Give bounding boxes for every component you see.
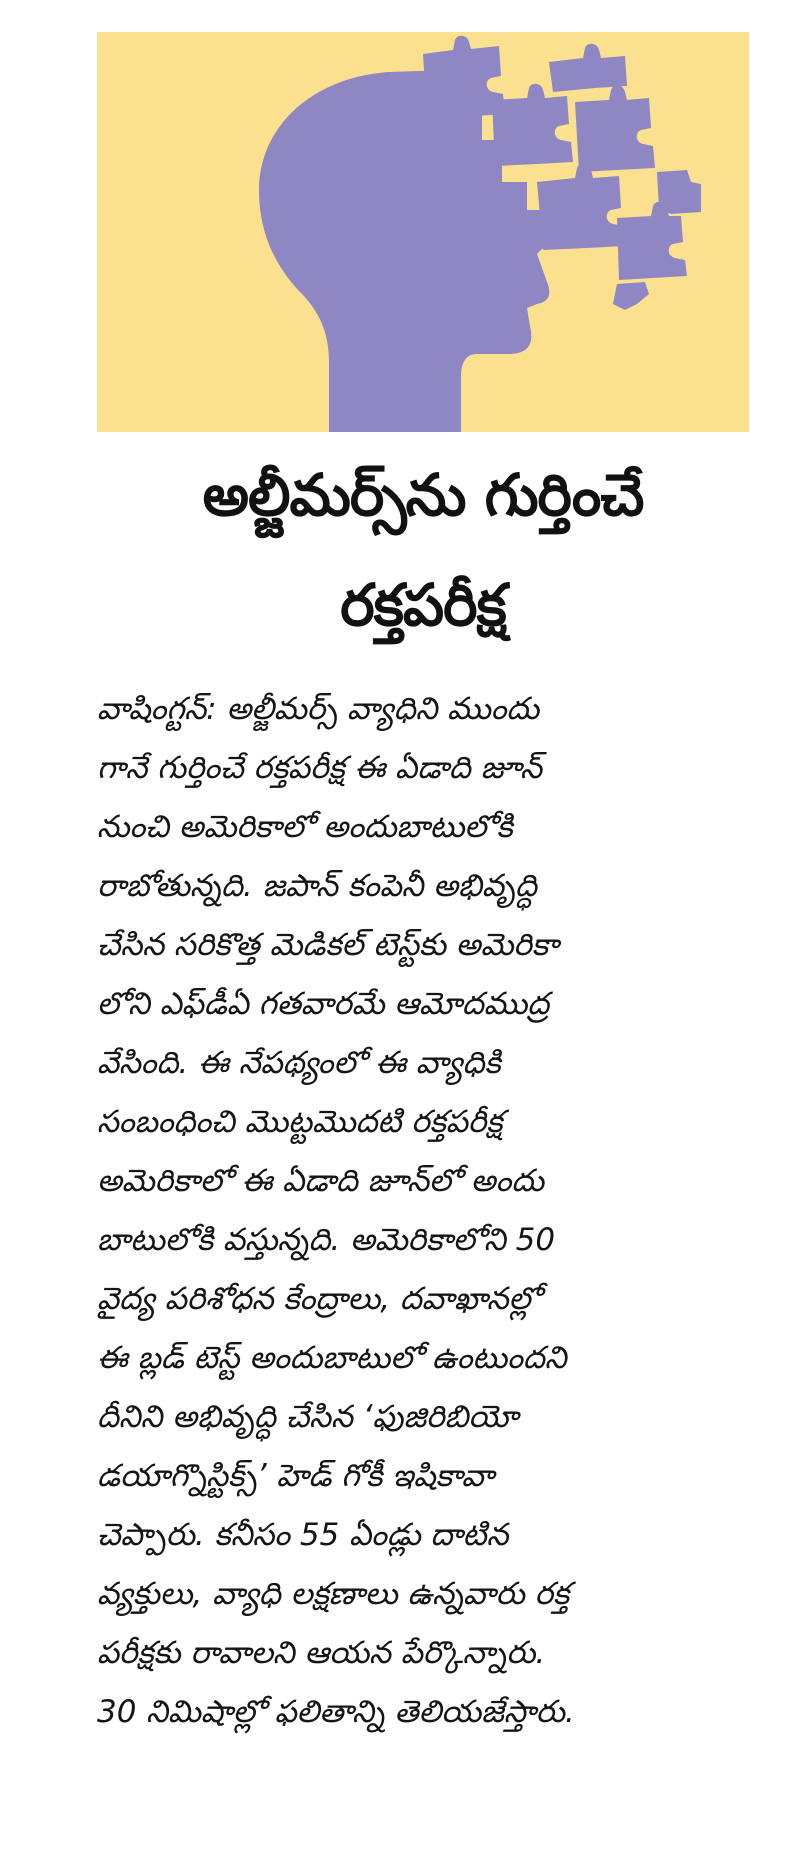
body-line: బాటులోకి వస్తున్నది. అమెరికాలోని 50 — [97, 1222, 556, 1258]
body-line: అమెరికాలో ఈ ఏడాది జూన్‌లో అందు — [97, 1163, 544, 1199]
body-line: చెప్పారు. కనీసం 55 ఏండ్లు దాటిన — [97, 1517, 509, 1553]
body-line: సంబంధించి మొట్టమొదటి రక్తపరీక్ష — [97, 1104, 503, 1140]
head-with-puzzle-pieces-icon — [97, 32, 749, 432]
headline — [97, 440, 749, 660]
body-line: డయాగ్నొస్టిక్స్‌’ హెడ్‌ గోకీ ఇషికావా — [97, 1458, 494, 1494]
article-body — [97, 680, 757, 1742]
body-line: దీనిని అభివృద్ధి చేసిన ‘ఫుజిరిబియో — [97, 1399, 519, 1435]
body-line: చేసిన సరికొత్త మెడికల్‌ టెస్ట్‌కు అమెరికా — [97, 927, 559, 963]
body-line: వ్యక్తులు, వ్యాధి లక్షణాలు ఉన్నవారు రక్త — [97, 1576, 570, 1612]
body-line: గానే గుర్తించే రక్తపరీక్ష ఈ ఏడాది జూన్‌ — [97, 750, 542, 786]
body-line: లోని ఎఫ్‌డీఏ గతవారమే ఆమోదముద్ర — [97, 986, 550, 1022]
article-illustration — [97, 32, 749, 432]
body-line: వైద్య పరిశోధన కేంద్రాలు, దవాఖానల్లో — [97, 1281, 541, 1317]
body-line: నుంచి అమెరికాలో అందుబాటులోకి — [97, 809, 513, 845]
headline-line-1: అల్జీమర్స్‌ను గుర్తించే — [202, 461, 644, 529]
body-line: రాబోతున్నది. జపాన్‌ కంపెనీ అభివృద్ధి — [97, 868, 537, 904]
body-line: ఈ బ్లడ్‌ టెస్ట్‌ అందుబాటులో ఉంటుందని — [97, 1340, 567, 1376]
body-line: పరీక్షకు రావాలని ఆయన పేర్కొన్నారు. — [97, 1635, 546, 1671]
body-line: 30 నిమిషాల్లో ఫలితాన్ని తెలియజేస్తారు. — [97, 1694, 575, 1730]
headline-line-2: రక్తపరీక్ష — [340, 571, 506, 639]
body-line: వాషింగ్టన్‌: అల్జీమర్స్‌ వ్యాధిని ముందు — [97, 691, 540, 727]
body-line: వేసింది. ఈ నేపథ్యంలో ఈ వ్యాధికి — [97, 1045, 501, 1081]
